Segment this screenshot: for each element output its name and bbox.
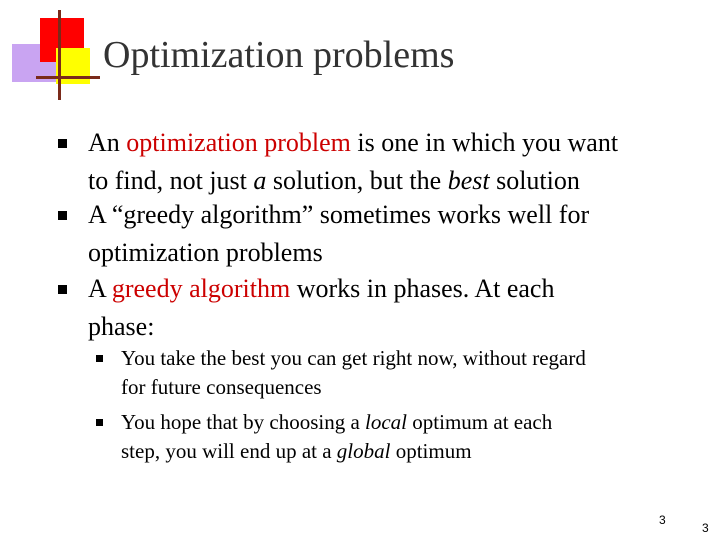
bullet-item-2 <box>88 196 678 272</box>
sub-bullet-marker <box>96 419 103 426</box>
sub-bullet-item-1 <box>121 344 691 402</box>
emphasis: local <box>365 410 408 434</box>
logo-horizontal-line <box>36 76 100 79</box>
highlight-term: greedy algorithm <box>111 274 291 303</box>
highlight-term: optimization problem <box>126 128 351 157</box>
text: solution <box>489 166 580 195</box>
page-number: 3 <box>702 521 709 535</box>
text: You hope that by choosing a <box>121 410 366 434</box>
sub-bullet-1-line-2: for future consequences <box>121 375 322 399</box>
emphasis: global <box>336 439 391 463</box>
bullet-1-line-2 <box>88 162 678 200</box>
bullet-item-1 <box>88 124 678 200</box>
text: An <box>88 128 127 157</box>
bullet-3-line-2: phase: <box>88 312 155 341</box>
slide-title: Optimization problems <box>103 34 455 76</box>
sub-bullet-2-line-2 <box>121 437 691 466</box>
sub-bullet-item-2 <box>121 408 691 466</box>
slide-logo <box>0 0 100 110</box>
logo-vertical-line <box>58 10 61 100</box>
emphasis: best <box>447 166 490 195</box>
emphasis: a <box>253 166 267 195</box>
sub-bullet-2-line-1 <box>121 408 691 437</box>
slide-number: 3 <box>659 513 666 527</box>
text: A <box>88 274 112 303</box>
bullet-item-3 <box>88 270 678 346</box>
text: solution, but the <box>266 166 448 195</box>
bullet-2-line-2: optimization problems <box>88 238 323 267</box>
bullet-marker <box>58 211 67 220</box>
bullet-2-line-1: A “greedy algorithm” sometimes works well for <box>88 200 590 229</box>
bullet-marker <box>58 285 67 294</box>
bullet-1-line-1 <box>88 124 678 162</box>
text: optimum at each <box>407 410 553 434</box>
text: is one in which you want <box>350 128 619 157</box>
text: optimum <box>390 439 472 463</box>
text: to find, not just <box>88 166 254 195</box>
bullet-marker <box>58 139 67 148</box>
sub-bullet-1-line-1: You take the best you can get right now, without regard <box>121 346 586 370</box>
text: step, you will end up at a <box>121 439 337 463</box>
sub-bullet-marker <box>96 355 103 362</box>
text: works in phases. At each <box>290 274 555 303</box>
bullet-3-line-1 <box>88 270 678 308</box>
